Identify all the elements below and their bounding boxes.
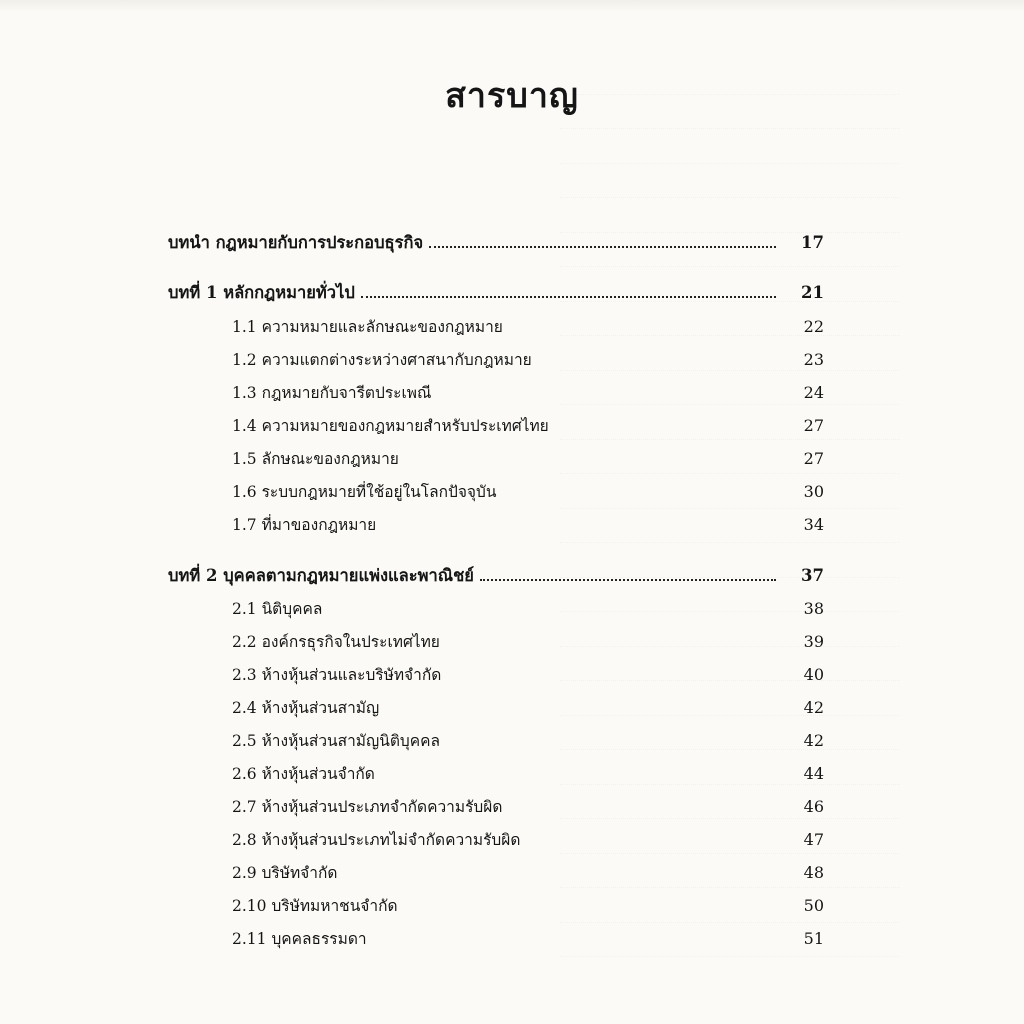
toc-section-row [0,927,1024,951]
toc-entry-label: บทที่ 1 หลักกฎหมายทั่วไป [168,283,355,302]
toc-page-number: 40 [803,665,824,684]
toc-page-number: 44 [803,764,824,783]
page-title: สารบาญ [445,76,579,116]
toc-section-row [0,414,1024,438]
toc-page-number: 27 [803,416,824,435]
toc-entry-label: 2.1 นิติบุคคล [232,600,323,618]
toc-section-row [0,348,1024,372]
show-through-lines [560,60,900,957]
toc-entry-label: 2.2 องค์กรธุรกิจในประเทศไทย [232,633,440,651]
toc-entry-label: บทนำ กฎหมายกับการประกอบธุรกิจ [168,233,424,252]
toc-section-row [0,381,1024,405]
toc-entry-label: 2.9 บริษัทจำกัด [232,864,338,882]
toc-chapter-row [0,281,1024,305]
toc-entry-label: 2.8 ห้างหุ้นส่วนประเภทไม่จำกัดความรับผิด [232,831,521,849]
toc-page-number: 17 [801,233,824,252]
toc-section-row [0,795,1024,819]
toc-page-number: 46 [803,797,824,816]
toc-page-number: 39 [803,632,824,651]
toc-page-number: 48 [803,863,824,882]
toc-section-row [0,630,1024,654]
toc-page-number: 23 [803,350,824,369]
dot-leader [429,246,776,248]
toc-page-number: 21 [801,283,824,302]
toc-entry-label: 2.4 ห้างหุ้นส่วนสามัญ [232,699,380,717]
toc-section-row [0,762,1024,786]
page-top-edge [0,0,1024,12]
toc-entry-label: 2.5 ห้างหุ้นส่วนสามัญนิติบุคคล [232,732,440,750]
toc-page-number: 47 [803,830,824,849]
toc-page-number: 38 [803,599,824,618]
toc-page-number: 22 [803,317,824,336]
toc-section-row [0,480,1024,504]
toc-section-row [0,894,1024,918]
toc-page-number: 27 [803,449,824,468]
toc-page-number: 34 [803,515,824,534]
toc-section-row [0,597,1024,621]
toc-page-number: 50 [803,896,824,915]
toc-page-number: 42 [803,698,824,717]
toc-section-row [0,729,1024,753]
toc-entry-label: 2.10 บริษัทมหาชนจำกัด [232,897,398,915]
toc-entry-label: บทที่ 2 บุคคลตามกฎหมายแพ่งและพาณิชย์ [168,566,474,585]
toc-entry-label: 1.4 ความหมายของกฎหมายสำหรับประเทศไทย [232,417,549,435]
toc-page-number: 51 [803,929,824,948]
toc-entry-label: 1.6 ระบบกฎหมายที่ใช้อยู่ในโลกปัจจุบัน [232,483,497,501]
toc-entry-label: 2.3 ห้างหุ้นส่วนและบริษัทจำกัด [232,666,442,684]
toc-entry-label: 2.6 ห้างหุ้นส่วนจำกัด [232,765,375,783]
toc-entry-label: 2.11 บุคคลธรรมดา [232,930,367,948]
toc-section-row [0,696,1024,720]
dot-leader [480,579,776,581]
toc-section-row [0,447,1024,471]
toc-entry-label: 2.7 ห้างหุ้นส่วนประเภทจำกัดความรับผิด [232,798,503,816]
toc-entry-label: 1.3 กฎหมายกับจารีตประเพณี [232,384,432,402]
toc-entry-label: 1.7 ที่มาของกฎหมาย [232,516,377,534]
toc-section-row [0,828,1024,852]
toc-entry-label: 1.1 ความหมายและลักษณะของกฎหมาย [232,318,503,336]
toc-section-row [0,663,1024,687]
toc-page-number: 30 [803,482,824,501]
toc-page-number: 37 [801,566,824,585]
toc-chapter-row [0,564,1024,588]
toc-entry-label: 1.2 ความแตกต่างระหว่างศาสนากับกฎหมาย [232,351,532,369]
dot-leader [361,296,776,298]
toc-section-row [0,513,1024,537]
toc-page-number: 42 [803,731,824,750]
toc-section-row [0,315,1024,339]
toc-section-row [0,861,1024,885]
toc-chapter-row [0,231,1024,255]
toc-entry-label: 1.5 ลักษณะของกฎหมาย [232,450,399,468]
toc-page-number: 24 [803,383,824,402]
